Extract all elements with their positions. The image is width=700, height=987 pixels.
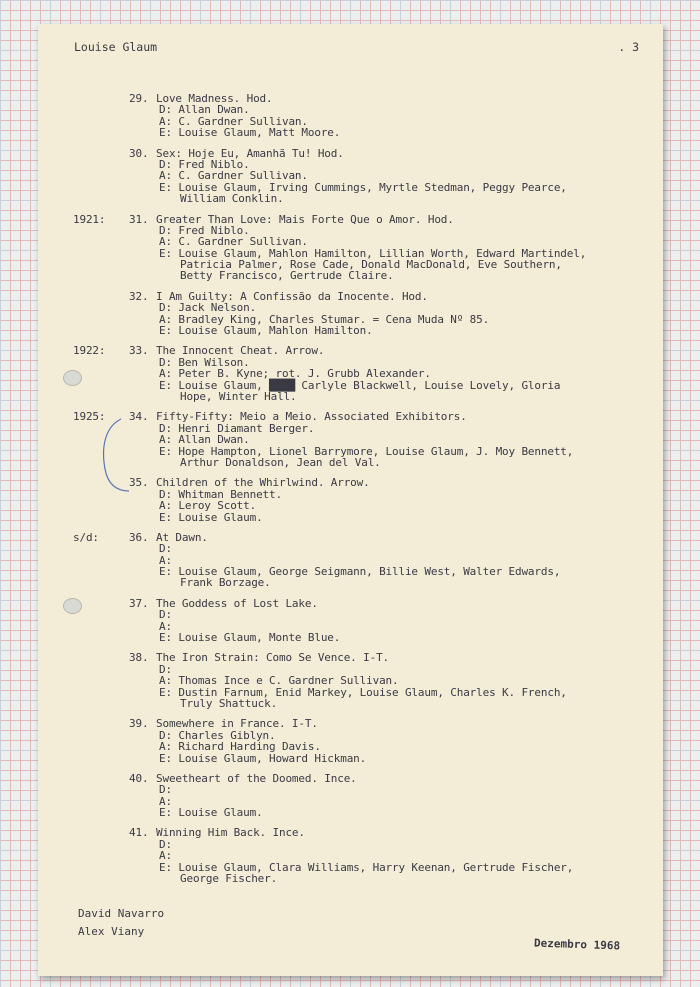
entry-year: 1925: bbox=[73, 410, 106, 424]
entry-title-line bbox=[38, 345, 648, 356]
credit-line bbox=[38, 839, 648, 850]
credit-line bbox=[38, 423, 648, 434]
entry-title-line bbox=[38, 214, 648, 225]
entry-title-line bbox=[38, 532, 648, 543]
credit-text: A: bbox=[159, 619, 172, 633]
credit-line bbox=[38, 730, 648, 741]
credit-text: D: Ben Wilson. bbox=[159, 355, 250, 369]
credit-text: Hope, Winter Hall. bbox=[180, 389, 297, 403]
entry-title: The Innocent Cheat. Arrow. bbox=[156, 344, 325, 358]
entry-title: Sweetheart of the Doomed. Ince. bbox=[156, 771, 357, 785]
credit-text: D: Allan Dwan. bbox=[159, 103, 250, 117]
entry-title-line bbox=[38, 477, 648, 488]
credit-text: A: C. Gardner Sullivan. bbox=[159, 114, 308, 128]
credit-line bbox=[38, 873, 648, 884]
entry-title: Children of the Whirlwind. Arrow. bbox=[156, 476, 370, 490]
signature-name: Alex Viany bbox=[78, 925, 145, 938]
film-entry bbox=[38, 214, 648, 282]
credit-text: E: Louise Glaum, Monte Blue. bbox=[159, 631, 341, 645]
entry-title: Love Madness. Hod. bbox=[156, 92, 273, 105]
entry-number: 33. bbox=[129, 344, 149, 358]
credit-line bbox=[38, 687, 648, 698]
film-entry bbox=[38, 411, 648, 468]
credit-text: E: Louise Glaum, Mahlon Hamilton, Lillian Worth, Edward Martindel, bbox=[159, 246, 587, 260]
entry-title: Winning Him Back. Ince. bbox=[156, 826, 305, 840]
credit-line bbox=[38, 741, 648, 752]
entry-title: Fifty-Fifty: Meio a Meio. Associated Exhibitors. bbox=[156, 410, 467, 424]
entry-number: 32. bbox=[129, 289, 149, 303]
credit-line bbox=[38, 796, 648, 807]
film-entry bbox=[38, 148, 648, 205]
credit-text: E: Louise Glaum, Howard Hickman. bbox=[159, 751, 367, 765]
credit-text: A: Leroy Scott. bbox=[159, 499, 257, 513]
credit-text: E: Louise Glaum, Irving Cummings, Myrtle Stedman, Peggy Pearce, bbox=[159, 180, 567, 194]
entry-number: 34. bbox=[129, 410, 149, 424]
entry-number: 39. bbox=[129, 717, 149, 731]
entry-number: 37. bbox=[129, 596, 149, 610]
credit-line bbox=[38, 457, 648, 468]
credit-text: Arthur Donaldson, Jean del Val. bbox=[180, 455, 381, 469]
credit-text: D: bbox=[159, 783, 172, 797]
entry-number: 36. bbox=[129, 530, 149, 544]
credit-line bbox=[38, 302, 648, 313]
page-number: . 3 bbox=[618, 40, 639, 54]
credit-line bbox=[38, 621, 648, 632]
entry-title: I Am Guilty: A Confissão da Inocente. Hod. bbox=[156, 289, 428, 303]
film-entry bbox=[38, 93, 648, 139]
credit-line bbox=[38, 577, 648, 588]
credit-text: D: bbox=[159, 608, 172, 622]
entry-number: 38. bbox=[129, 651, 149, 665]
credit-line bbox=[38, 193, 648, 204]
credit-text: E: Louise Glaum. bbox=[159, 510, 263, 524]
film-entry bbox=[38, 291, 648, 337]
credit-text: George Fischer. bbox=[180, 872, 278, 886]
credit-line bbox=[38, 512, 648, 523]
credit-text: A: bbox=[159, 794, 172, 808]
credit-line bbox=[38, 500, 648, 511]
credit-text: A: C. Gardner Sullivan. bbox=[159, 235, 308, 249]
credit-line bbox=[38, 566, 648, 577]
credit-text: D: bbox=[159, 662, 172, 676]
credit-text: Truly Shattuck. bbox=[180, 696, 278, 710]
credit-line bbox=[38, 489, 648, 500]
credit-text: Betty Francisco, Gertrude Claire. bbox=[180, 269, 394, 283]
entry-title-line bbox=[38, 148, 648, 159]
film-entry bbox=[38, 773, 648, 819]
credit-text: Patricia Palmer, Rose Cade, Donald MacDonald, Eve Southern, bbox=[180, 258, 562, 272]
credit-line bbox=[38, 862, 648, 873]
credit-text: E: Louise Glaum, Clara Williams, Harry Keenan, Gertrude Fischer, bbox=[159, 860, 574, 874]
credit-line bbox=[38, 236, 648, 247]
credit-text: E: Louise Glaum. bbox=[159, 806, 263, 820]
credit-line bbox=[38, 807, 648, 818]
document-date: Dezembro 1968 bbox=[533, 936, 621, 953]
credit-text: A: Peter B. Kyne; rot. J. Grubb Alexander. bbox=[159, 367, 431, 381]
credit-text: D: Henri Diamant Berger. bbox=[159, 421, 315, 435]
credit-line bbox=[38, 116, 648, 127]
entry-number: 40. bbox=[129, 771, 149, 785]
entry-title-line bbox=[38, 773, 648, 784]
document-page bbox=[38, 24, 663, 976]
entry-title: Sex: Hoje Eu, Amanhã Tu! Hod. bbox=[156, 146, 344, 160]
credit-line bbox=[38, 698, 648, 709]
entry-year: s/d: bbox=[73, 530, 99, 544]
film-entry bbox=[38, 477, 648, 523]
credit-text: A: bbox=[159, 849, 172, 863]
film-entry bbox=[38, 598, 648, 644]
film-entry bbox=[38, 345, 648, 402]
credit-text: A: Allan Dwan. bbox=[159, 433, 250, 447]
credit-line bbox=[38, 753, 648, 764]
credit-line bbox=[38, 104, 648, 115]
credit-text: E: Louise Glaum, George Seigmann, Billie West, Walter Edwards, bbox=[159, 565, 561, 579]
entry-title-line bbox=[38, 718, 648, 729]
film-entry bbox=[38, 532, 648, 589]
entry-title: Greater Than Love: Mais Forte Que o Amor. Hod. bbox=[156, 212, 454, 226]
credit-text: Frank Borzage. bbox=[180, 576, 271, 590]
credit-line bbox=[38, 784, 648, 795]
credit-text: E: Louise Glaum, Matt Moore. bbox=[159, 126, 341, 140]
credit-line bbox=[38, 675, 648, 686]
entry-title: Somewhere in France. I-T. bbox=[156, 717, 318, 731]
credit-line bbox=[38, 368, 648, 379]
credit-text: E: Dustin Farnum, Enid Markey, Louise Glaum, Charles K. French, bbox=[159, 685, 567, 699]
entry-number: 35. bbox=[129, 476, 149, 490]
film-entry bbox=[38, 718, 648, 764]
credit-text: A: Richard Harding Davis. bbox=[159, 740, 321, 754]
film-entry bbox=[38, 652, 648, 709]
credit-line bbox=[38, 609, 648, 620]
credit-text: E: Louise Glaum, Mahlon Hamilton. bbox=[159, 324, 373, 338]
credit-text: A: Thomas Ince e C. Gardner Sullivan. bbox=[159, 674, 399, 688]
credit-line bbox=[38, 391, 648, 402]
entry-title-line bbox=[38, 291, 648, 302]
credit-text: E: Hope Hampton, Lionel Barrymore, Louise Glaum, J. Moy Bennett, bbox=[159, 444, 574, 458]
entry-title: At Dawn. bbox=[156, 530, 208, 544]
entry-number: 41. bbox=[129, 826, 149, 840]
credit-text: D: Whitman Bennett. bbox=[159, 487, 282, 501]
credit-line bbox=[38, 182, 648, 193]
credit-text: E: Louise Glaum, ████ Carlyle Blackwell, Louise Lovely, Gloria bbox=[159, 378, 561, 392]
entry-title-line bbox=[38, 598, 648, 609]
credit-text: A: Bradley King, Charles Stumar. = Cena Muda Nº 85. bbox=[159, 312, 490, 326]
entry-year: 1921: bbox=[73, 212, 106, 226]
credit-line bbox=[38, 543, 648, 554]
credit-text: A: C. Gardner Sullivan. bbox=[159, 169, 308, 183]
filmography-list bbox=[38, 93, 648, 893]
credit-text: D: bbox=[159, 542, 172, 556]
entry-number: 30. bbox=[129, 146, 149, 160]
film-entry bbox=[38, 827, 648, 884]
entry-title: The Iron Strain: Como Se Vence. I-T. bbox=[156, 651, 390, 665]
credit-line bbox=[38, 850, 648, 861]
credit-line bbox=[38, 325, 648, 336]
credit-line bbox=[38, 632, 648, 643]
entry-number: 29. bbox=[129, 92, 149, 105]
credit-line bbox=[38, 434, 648, 445]
credit-text: A: bbox=[159, 553, 172, 567]
credit-text: D: Jack Nelson. bbox=[159, 301, 257, 315]
credit-line bbox=[38, 159, 648, 170]
credit-line bbox=[38, 127, 648, 138]
credit-line bbox=[38, 270, 648, 281]
credit-line bbox=[38, 225, 648, 236]
credit-line bbox=[38, 380, 648, 391]
credit-text: D: Charles Giblyn. bbox=[159, 728, 276, 742]
credit-text: D: Fred Niblo. bbox=[159, 157, 250, 171]
credit-text: William Conklin. bbox=[180, 192, 284, 206]
credit-text: D: Fred Niblo. bbox=[159, 223, 250, 237]
entry-title-line bbox=[38, 652, 648, 663]
entry-number: 31. bbox=[129, 212, 149, 226]
entry-title-line bbox=[38, 411, 648, 422]
entry-title-line bbox=[38, 93, 648, 104]
header-author: Louise Glaum bbox=[74, 40, 158, 54]
signature-name: David Navarro bbox=[78, 907, 165, 920]
entry-year: 1922: bbox=[73, 344, 106, 358]
entry-title: The Goddess of Lost Lake. bbox=[156, 596, 318, 610]
credit-text: D: bbox=[159, 837, 172, 851]
entry-title-line bbox=[38, 827, 648, 838]
